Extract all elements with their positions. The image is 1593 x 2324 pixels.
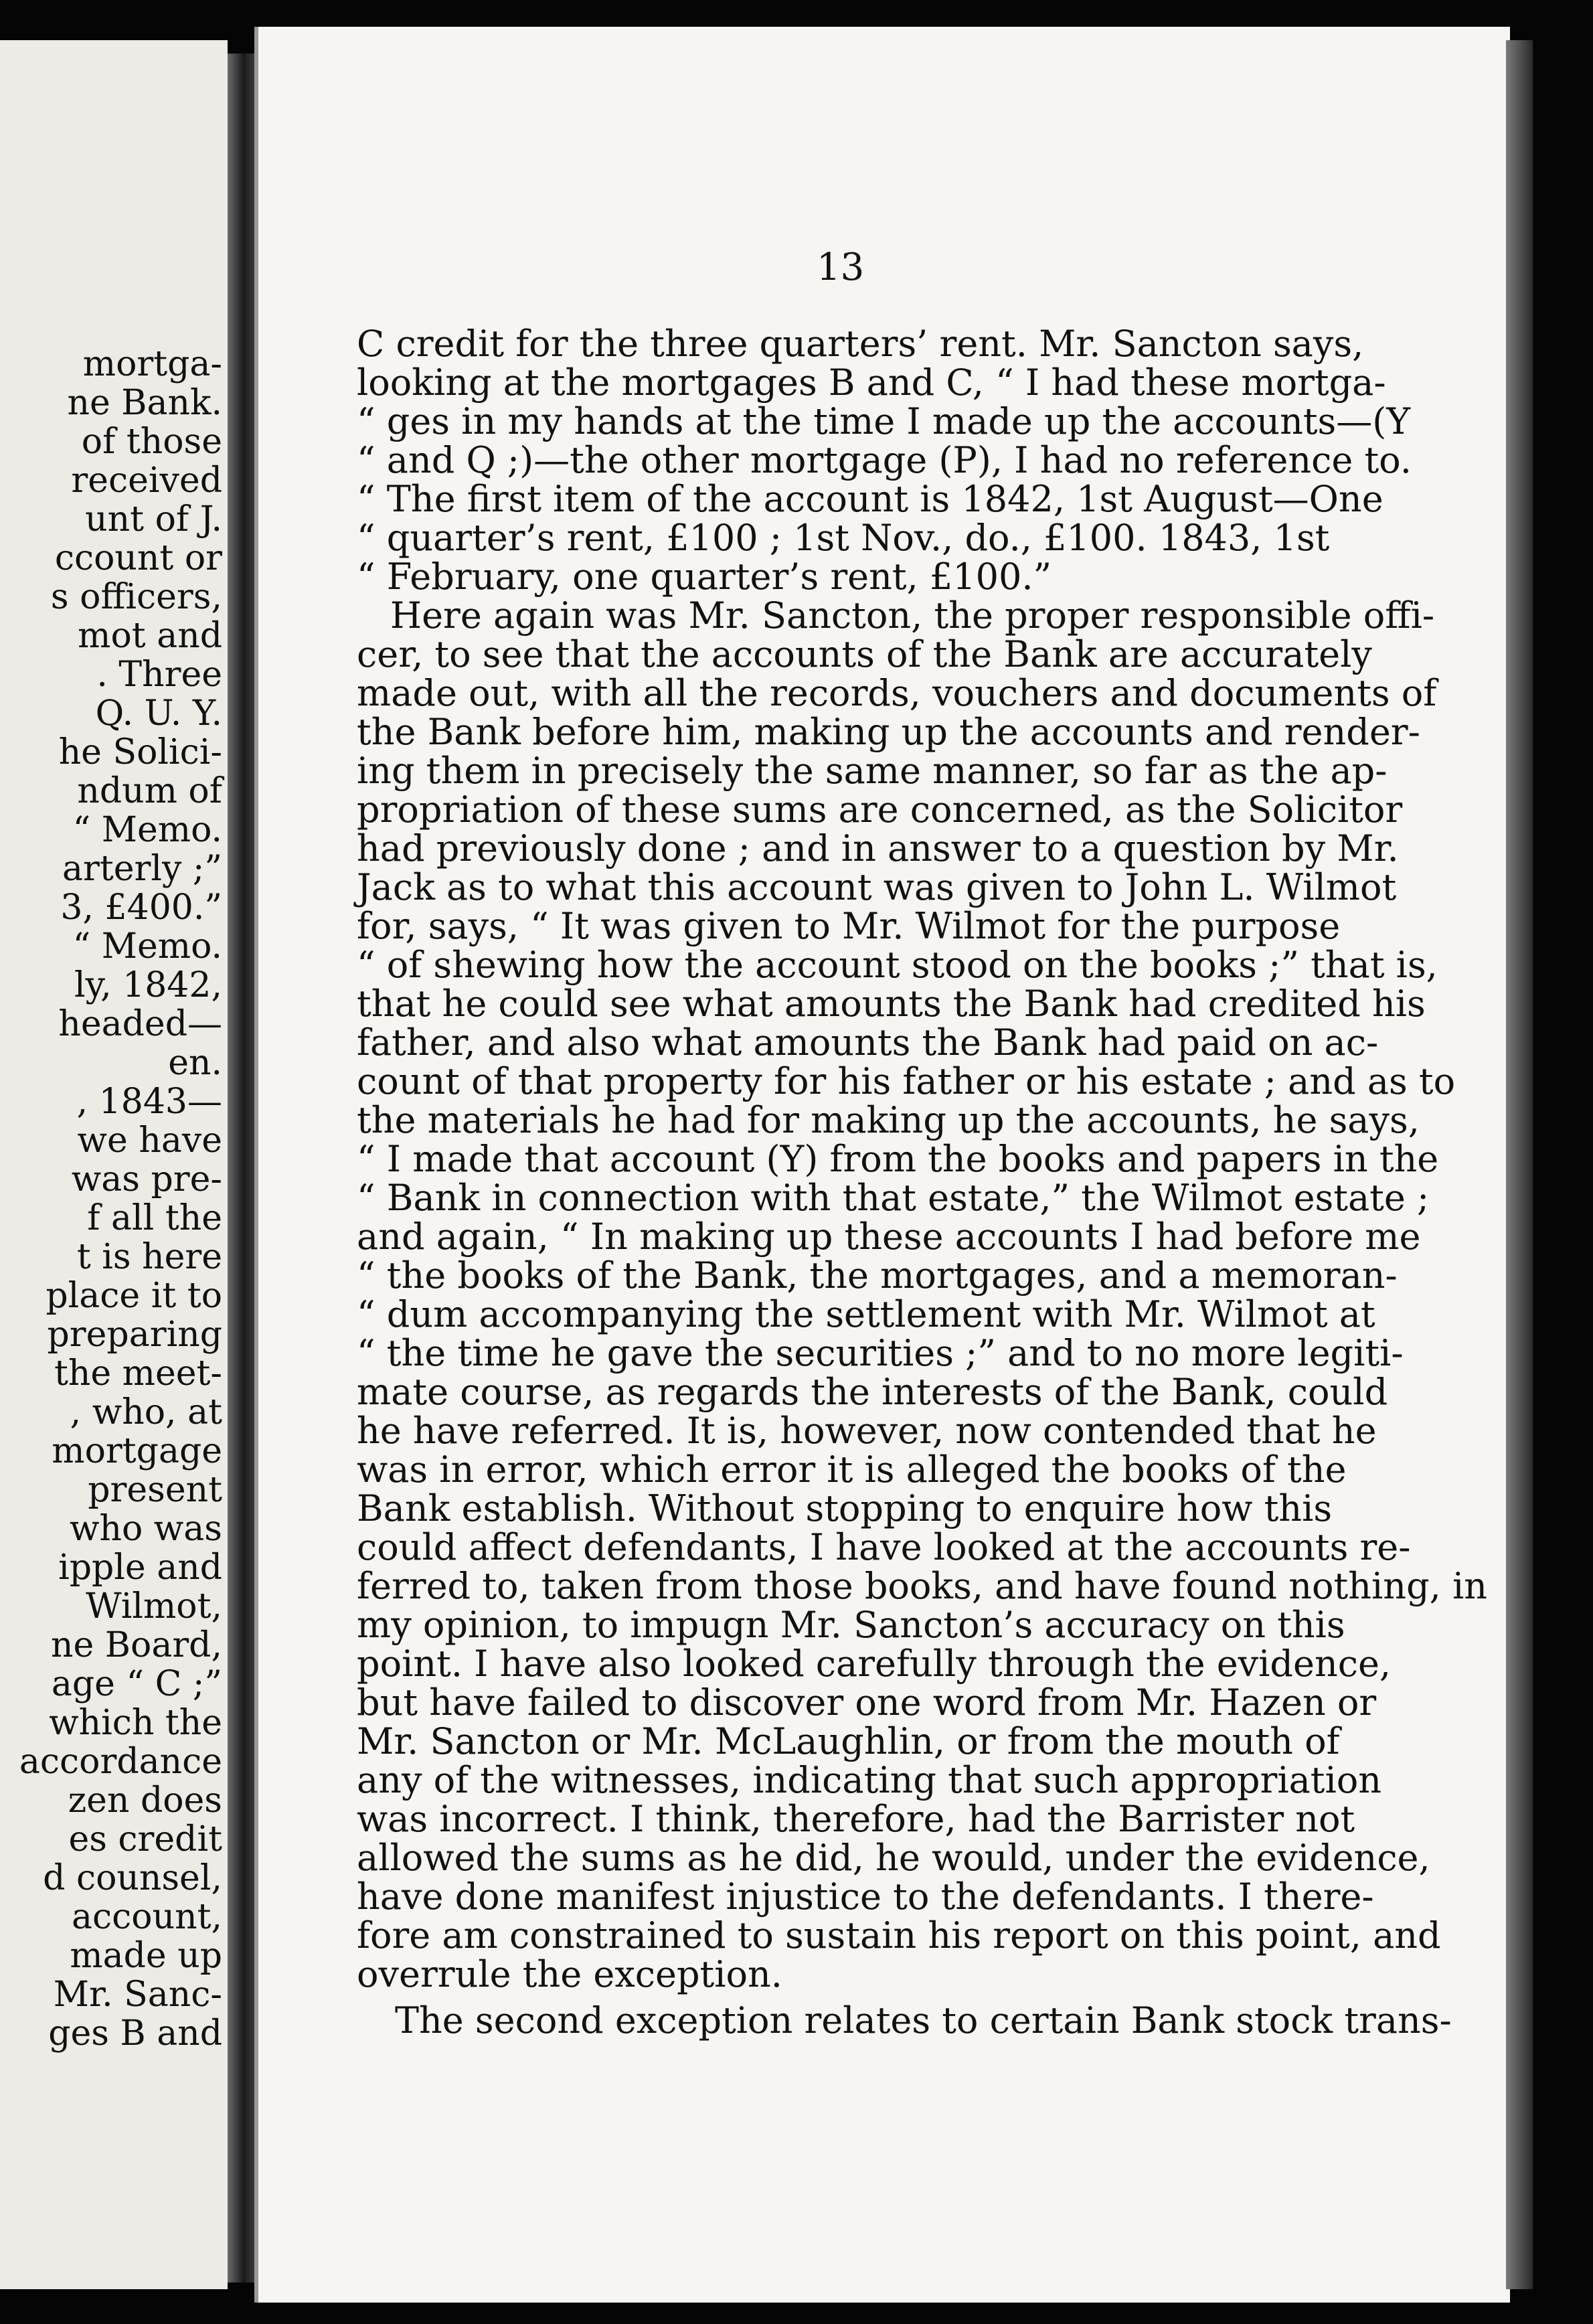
body-line: mate course, as regards the interests of the Bank, could: [357, 1371, 1388, 1413]
body-line: father, and also what amounts the Bank had paid on ac-: [357, 1021, 1379, 1064]
body-line: allowed the sums as he did, he would, under the evidence,: [357, 1837, 1430, 1879]
body-line: and again, “ In making up these accounts I had before me: [357, 1216, 1421, 1258]
left-line: of those: [81, 422, 222, 462]
left-line: s officers,: [50, 577, 222, 617]
body-line: have done manifest injustice to the defendants. I there-: [357, 1876, 1374, 1918]
body-line: “ and Q ;)—the other mortgage (P), I had no reference to.: [357, 439, 1412, 481]
page-number: 13: [817, 246, 865, 289]
body-line: he have referred. It is, however, now contended that he: [357, 1410, 1377, 1452]
left-line: Q. U. Y.: [95, 693, 222, 734]
left-line: es credit: [68, 1819, 222, 1859]
body-line: that he could see what amounts the Bank had credited his: [357, 983, 1426, 1025]
body-line: “ the books of the Bank, the mortgages, and a memoran-: [357, 1254, 1398, 1297]
body-line: count of that property for his father or his estate ; and as to: [357, 1060, 1456, 1102]
body-line: “ Bank in connection with that estate,” the Wilmot estate ;: [357, 1177, 1430, 1219]
left-line: ccount or: [54, 538, 222, 578]
body-line: “ quarter’s rent, £100 ; 1st Nov., do., £100. 1843, 1st: [357, 517, 1330, 559]
body-line: for, says, “ It was given to Mr. Wilmot for the purpose: [357, 905, 1341, 947]
body-line: propriation of these sums are concerned, as the Solicitor: [357, 788, 1403, 831]
left-line: 3, £400.”: [60, 888, 222, 928]
body-line: Here again was Mr. Sancton, the proper responsible offi-: [390, 594, 1435, 637]
left-line: age “ C ;”: [51, 1664, 222, 1704]
body-line: overrule the exception.: [357, 1953, 782, 1995]
left-line: “ Memo.: [72, 810, 222, 850]
body-line: the Bank before him, making up the accounts and render-: [357, 711, 1420, 753]
body-line: my opinion, to impugn Mr. Sancton’s accuracy on this: [357, 1604, 1345, 1646]
left-line: “ Memo.: [72, 926, 222, 967]
left-line: the meet-: [54, 1353, 222, 1394]
left-line: en.: [168, 1043, 222, 1083]
body-line: point. I have also looked carefully through the evidence,: [357, 1643, 1392, 1685]
left-line: , 1843—: [76, 1082, 222, 1122]
left-line: d counsel,: [43, 1858, 222, 1898]
body-line: the materials he had for making up the accounts, he says,: [357, 1099, 1420, 1141]
body-line: but have failed to discover one word from Mr. Hazen or: [357, 1681, 1377, 1724]
left-line: zen does: [68, 1780, 222, 1821]
left-line: Wilmot,: [86, 1586, 222, 1627]
body-line: looking at the mortgages B and C, “ I had these mortga-: [357, 361, 1386, 404]
body-line: Jack as to what this account was given to John L. Wilmot: [357, 866, 1397, 908]
body-line: any of the witnesses, indicating that such appropriation: [357, 1759, 1382, 1801]
left-page-fragment: [0, 40, 228, 2289]
body-line: ferred to, taken from those books, and have found nothing, in: [357, 1565, 1488, 1607]
left-line: mot and: [78, 616, 222, 656]
left-line: account,: [72, 1897, 222, 1937]
body-line: could affect defendants, I have looked at the accounts re-: [357, 1526, 1411, 1568]
left-line: ly, 1842,: [74, 965, 222, 1005]
body-line: “ February, one quarter’s rent, £100.”: [357, 556, 1052, 598]
body-line: cer, to see that the accounts of the Bank are accurately: [357, 633, 1372, 675]
body-line: Bank establish. Without stopping to enquire how this: [357, 1487, 1333, 1529]
left-line: Mr. Sanc-: [53, 1975, 222, 2015]
book-gutter: [228, 54, 254, 2282]
body-line: fore am constrained to sustain his report on this point, and: [357, 1914, 1441, 1957]
left-line: made up: [70, 1936, 222, 1976]
left-line: f all the: [87, 1198, 222, 1238]
body-line: “ I made that account (Y) from the books and papers in the: [357, 1138, 1439, 1180]
left-line: arterly ;”: [62, 849, 222, 889]
left-line: headed—: [58, 1004, 222, 1044]
left-line: which the: [49, 1703, 222, 1743]
left-line: mortga-: [82, 344, 222, 384]
left-line: ipple and: [58, 1548, 222, 1588]
left-line: accordance: [19, 1742, 222, 1782]
left-line: mortgage: [52, 1431, 222, 1471]
left-line: ne Board,: [51, 1625, 222, 1665]
left-line: . Three: [96, 655, 222, 695]
left-line: ne Bank.: [67, 383, 222, 423]
body-line: had previously done ; and in answer to a question by Mr.: [357, 827, 1399, 869]
left-line: received: [71, 461, 222, 501]
body-line: The second exception relates to certain Bank stock trans-: [395, 1999, 1452, 2042]
body-line: “ dum accompanying the settlement with Mr. Wilmot at: [357, 1293, 1375, 1335]
body-line: was incorrect. I think, therefore, had the Barrister not: [357, 1798, 1355, 1840]
left-line: unt of J.: [85, 499, 222, 540]
body-line: “ The first item of the account is 1842, 1st August—One: [357, 478, 1384, 520]
body-line: Mr. Sancton or Mr. McLaughlin, or from the mouth of: [357, 1720, 1340, 1762]
left-line: he Solici-: [58, 732, 222, 772]
left-line: , who, at: [70, 1392, 222, 1432]
body-line: “ of shewing how the account stood on the books ;” that is,: [357, 944, 1438, 986]
left-line: was pre-: [71, 1159, 222, 1199]
body-line: “ ges in my hands at the time I made up the accounts—(Y: [357, 400, 1410, 442]
body-line: made out, with all the records, vouchers and documents of: [357, 672, 1437, 714]
left-line: ndum of: [77, 771, 222, 811]
left-line: place it to: [46, 1276, 222, 1316]
left-line: who was: [69, 1509, 222, 1549]
body-line: “ the time he gave the securities ;” and to no more legiti-: [357, 1332, 1404, 1374]
left-line: we have: [77, 1120, 222, 1161]
body-line: C credit for the three quarters’ rent. Mr. Sancton says,: [357, 323, 1364, 365]
left-line: preparing: [47, 1315, 222, 1355]
left-line: present: [88, 1470, 222, 1510]
body-line: was in error, which error it is alleged the books of the: [357, 1448, 1347, 1491]
body-line: ing them in precisely the same manner, so far as the ap-: [357, 750, 1388, 792]
left-line: t is here: [76, 1237, 222, 1277]
left-line: ges B and: [48, 2013, 222, 2054]
page-edge: [1506, 40, 1533, 2289]
